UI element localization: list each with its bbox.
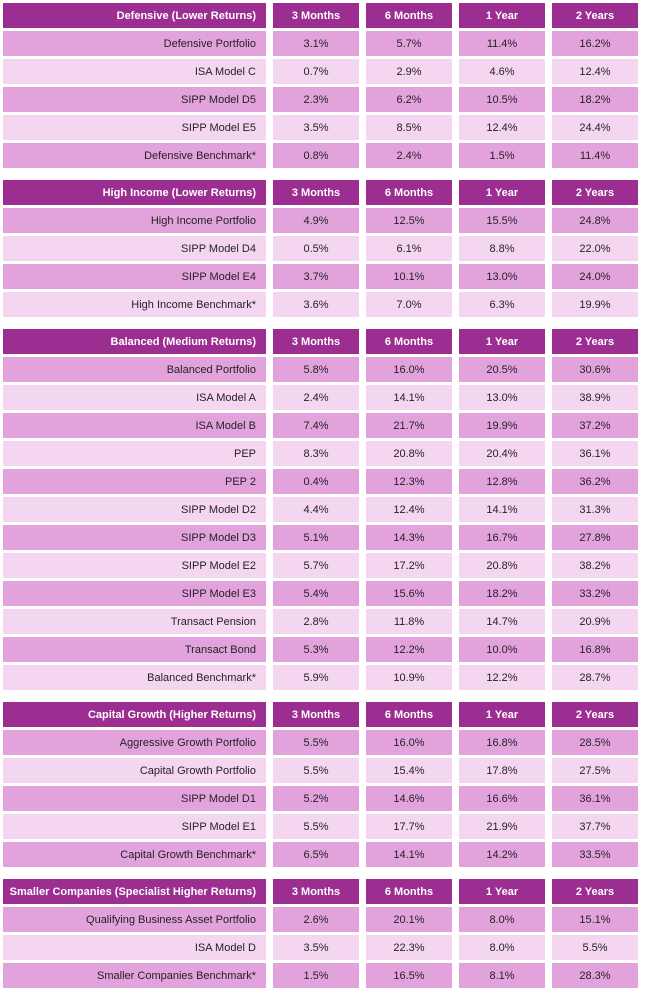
row-value: 33.5% bbox=[552, 842, 638, 867]
row-value: 38.2% bbox=[552, 553, 638, 578]
row-value: 14.2% bbox=[459, 842, 545, 867]
row-value: 2.4% bbox=[366, 143, 452, 168]
row-value: 20.8% bbox=[366, 441, 452, 466]
row-value: 10.1% bbox=[366, 264, 452, 289]
row-value: 7.0% bbox=[366, 292, 452, 317]
row-value: 5.3% bbox=[273, 637, 359, 662]
row-label: SIPP Model E3 bbox=[3, 581, 266, 606]
column-header-2-years: 2 Years bbox=[552, 180, 638, 205]
row-value: 28.7% bbox=[552, 665, 638, 690]
column-header-2-years: 2 Years bbox=[552, 329, 638, 354]
column-header-3-months: 3 Months bbox=[273, 3, 359, 28]
row-label: Defensive Portfolio bbox=[3, 31, 266, 56]
row-value: 12.4% bbox=[459, 115, 545, 140]
row-value: 8.0% bbox=[459, 935, 545, 960]
row-value: 14.1% bbox=[366, 842, 452, 867]
row-label: ISA Model A bbox=[3, 385, 266, 410]
table-capital-growth-higher-returns bbox=[3, 702, 647, 867]
column-header-6-months: 6 Months bbox=[366, 180, 452, 205]
row-value: 14.1% bbox=[366, 385, 452, 410]
row-value: 3.6% bbox=[273, 292, 359, 317]
row-value: 17.8% bbox=[459, 758, 545, 783]
row-value: 20.4% bbox=[459, 441, 545, 466]
row-value: 0.4% bbox=[273, 469, 359, 494]
row-value: 3.5% bbox=[273, 115, 359, 140]
row-value: 36.2% bbox=[552, 469, 638, 494]
row-value: 3.7% bbox=[273, 264, 359, 289]
row-value: 12.4% bbox=[366, 497, 452, 522]
row-value: 8.1% bbox=[459, 963, 545, 988]
row-value: 21.9% bbox=[459, 814, 545, 839]
row-value: 2.9% bbox=[366, 59, 452, 84]
row-value: 8.3% bbox=[273, 441, 359, 466]
row-value: 10.5% bbox=[459, 87, 545, 112]
row-value: 8.8% bbox=[459, 236, 545, 261]
row-value: 8.0% bbox=[459, 907, 545, 932]
row-value: 16.5% bbox=[366, 963, 452, 988]
row-value: 5.5% bbox=[273, 730, 359, 755]
row-value: 20.1% bbox=[366, 907, 452, 932]
column-header-1-year: 1 Year bbox=[459, 879, 545, 904]
row-label: ISA Model B bbox=[3, 413, 266, 438]
column-header-6-months: 6 Months bbox=[366, 329, 452, 354]
row-label: SIPP Model D4 bbox=[3, 236, 266, 261]
row-value: 14.3% bbox=[366, 525, 452, 550]
row-value: 36.1% bbox=[552, 441, 638, 466]
row-value: 17.2% bbox=[366, 553, 452, 578]
column-header-3-months: 3 Months bbox=[273, 702, 359, 727]
row-label: High Income Portfolio bbox=[3, 208, 266, 233]
row-label: Transact Pension bbox=[3, 609, 266, 634]
table-defensive-lower-returns bbox=[3, 3, 647, 168]
column-header-3-months: 3 Months bbox=[273, 879, 359, 904]
row-label: SIPP Model E1 bbox=[3, 814, 266, 839]
row-value: 13.0% bbox=[459, 264, 545, 289]
row-value: 12.3% bbox=[366, 469, 452, 494]
row-value: 27.5% bbox=[552, 758, 638, 783]
row-label: SIPP Model E4 bbox=[3, 264, 266, 289]
row-value: 6.5% bbox=[273, 842, 359, 867]
column-header-1-year: 1 Year bbox=[459, 3, 545, 28]
row-label: SIPP Model D1 bbox=[3, 786, 266, 811]
row-value: 18.2% bbox=[459, 581, 545, 606]
row-value: 13.0% bbox=[459, 385, 545, 410]
row-value: 33.2% bbox=[552, 581, 638, 606]
row-label: Smaller Companies Benchmark* bbox=[3, 963, 266, 988]
row-value: 24.4% bbox=[552, 115, 638, 140]
row-value: 14.6% bbox=[366, 786, 452, 811]
table-header-title: Capital Growth (Higher Returns) bbox=[3, 702, 266, 727]
row-label: SIPP Model D2 bbox=[3, 497, 266, 522]
column-header-1-year: 1 Year bbox=[459, 702, 545, 727]
row-value: 16.7% bbox=[459, 525, 545, 550]
table-smaller-companies-specialist-higher-returns bbox=[3, 879, 647, 988]
row-value: 36.1% bbox=[552, 786, 638, 811]
column-header-2-years: 2 Years bbox=[552, 702, 638, 727]
row-label: Transact Bond bbox=[3, 637, 266, 662]
row-value: 0.5% bbox=[273, 236, 359, 261]
row-label: Capital Growth Portfolio bbox=[3, 758, 266, 783]
row-label: Aggressive Growth Portfolio bbox=[3, 730, 266, 755]
table-header-title: Smaller Companies (Specialist Higher Returns) bbox=[3, 879, 266, 904]
row-value: 2.4% bbox=[273, 385, 359, 410]
row-value: 5.9% bbox=[273, 665, 359, 690]
row-value: 12.8% bbox=[459, 469, 545, 494]
row-value: 4.9% bbox=[273, 208, 359, 233]
row-label: ISA Model C bbox=[3, 59, 266, 84]
table-balanced-medium-returns bbox=[3, 329, 647, 690]
row-value: 8.5% bbox=[366, 115, 452, 140]
column-header-1-year: 1 Year bbox=[459, 329, 545, 354]
row-value: 4.6% bbox=[459, 59, 545, 84]
row-value: 5.2% bbox=[273, 786, 359, 811]
row-value: 2.6% bbox=[273, 907, 359, 932]
row-value: 5.4% bbox=[273, 581, 359, 606]
column-header-6-months: 6 Months bbox=[366, 879, 452, 904]
row-value: 21.7% bbox=[366, 413, 452, 438]
row-value: 10.0% bbox=[459, 637, 545, 662]
row-value: 4.4% bbox=[273, 497, 359, 522]
row-value: 0.7% bbox=[273, 59, 359, 84]
row-value: 3.1% bbox=[273, 31, 359, 56]
table-header-title: High Income (Lower Returns) bbox=[3, 180, 266, 205]
row-value: 16.0% bbox=[366, 357, 452, 382]
row-value: 22.0% bbox=[552, 236, 638, 261]
row-value: 5.8% bbox=[273, 357, 359, 382]
row-value: 12.2% bbox=[459, 665, 545, 690]
row-value: 0.8% bbox=[273, 143, 359, 168]
row-label: Defensive Benchmark* bbox=[3, 143, 266, 168]
row-value: 19.9% bbox=[459, 413, 545, 438]
row-value: 14.1% bbox=[459, 497, 545, 522]
row-value: 2.3% bbox=[273, 87, 359, 112]
row-value: 3.5% bbox=[273, 935, 359, 960]
row-value: 15.6% bbox=[366, 581, 452, 606]
column-header-6-months: 6 Months bbox=[366, 702, 452, 727]
row-label: SIPP Model E2 bbox=[3, 553, 266, 578]
row-value: 37.7% bbox=[552, 814, 638, 839]
row-value: 28.3% bbox=[552, 963, 638, 988]
row-value: 20.9% bbox=[552, 609, 638, 634]
row-value: 7.4% bbox=[273, 413, 359, 438]
table-header-title: Balanced (Medium Returns) bbox=[3, 329, 266, 354]
column-header-3-months: 3 Months bbox=[273, 180, 359, 205]
row-value: 10.9% bbox=[366, 665, 452, 690]
row-value: 15.5% bbox=[459, 208, 545, 233]
row-value: 1.5% bbox=[459, 143, 545, 168]
row-value: 20.8% bbox=[459, 553, 545, 578]
row-value: 24.0% bbox=[552, 264, 638, 289]
row-value: 30.6% bbox=[552, 357, 638, 382]
row-label: Qualifying Business Asset Portfolio bbox=[3, 907, 266, 932]
row-value: 16.8% bbox=[552, 637, 638, 662]
row-label: SIPP Model E5 bbox=[3, 115, 266, 140]
column-header-2-years: 2 Years bbox=[552, 879, 638, 904]
column-header-1-year: 1 Year bbox=[459, 180, 545, 205]
row-value: 19.9% bbox=[552, 292, 638, 317]
row-value: 11.4% bbox=[552, 143, 638, 168]
row-label: High Income Benchmark* bbox=[3, 292, 266, 317]
row-value: 5.5% bbox=[273, 758, 359, 783]
row-value: 5.1% bbox=[273, 525, 359, 550]
row-value: 15.1% bbox=[552, 907, 638, 932]
table-header-title: Defensive (Lower Returns) bbox=[3, 3, 266, 28]
row-value: 12.2% bbox=[366, 637, 452, 662]
row-value: 16.8% bbox=[459, 730, 545, 755]
row-value: 27.8% bbox=[552, 525, 638, 550]
row-label: PEP 2 bbox=[3, 469, 266, 494]
row-value: 37.2% bbox=[552, 413, 638, 438]
row-value: 24.8% bbox=[552, 208, 638, 233]
row-value: 16.0% bbox=[366, 730, 452, 755]
row-label: PEP bbox=[3, 441, 266, 466]
row-value: 6.2% bbox=[366, 87, 452, 112]
row-label: Balanced Benchmark* bbox=[3, 665, 266, 690]
row-label: ISA Model D bbox=[3, 935, 266, 960]
row-label: Capital Growth Benchmark* bbox=[3, 842, 266, 867]
row-value: 38.9% bbox=[552, 385, 638, 410]
row-label: Balanced Portfolio bbox=[3, 357, 266, 382]
row-value: 16.2% bbox=[552, 31, 638, 56]
row-value: 11.4% bbox=[459, 31, 545, 56]
column-header-3-months: 3 Months bbox=[273, 329, 359, 354]
row-value: 6.3% bbox=[459, 292, 545, 317]
table-high-income-lower-returns bbox=[3, 180, 647, 317]
row-value: 28.5% bbox=[552, 730, 638, 755]
row-value: 5.7% bbox=[273, 553, 359, 578]
row-value: 15.4% bbox=[366, 758, 452, 783]
row-value: 18.2% bbox=[552, 87, 638, 112]
row-value: 5.5% bbox=[273, 814, 359, 839]
column-header-6-months: 6 Months bbox=[366, 3, 452, 28]
row-value: 22.3% bbox=[366, 935, 452, 960]
row-value: 5.7% bbox=[366, 31, 452, 56]
column-header-2-years: 2 Years bbox=[552, 3, 638, 28]
row-value: 6.1% bbox=[366, 236, 452, 261]
row-value: 31.3% bbox=[552, 497, 638, 522]
row-value: 17.7% bbox=[366, 814, 452, 839]
row-value: 1.5% bbox=[273, 963, 359, 988]
row-label: SIPP Model D5 bbox=[3, 87, 266, 112]
row-value: 20.5% bbox=[459, 357, 545, 382]
row-value: 12.5% bbox=[366, 208, 452, 233]
row-value: 11.8% bbox=[366, 609, 452, 634]
row-value: 5.5% bbox=[552, 935, 638, 960]
row-value: 12.4% bbox=[552, 59, 638, 84]
row-label: SIPP Model D3 bbox=[3, 525, 266, 550]
row-value: 14.7% bbox=[459, 609, 545, 634]
row-value: 16.6% bbox=[459, 786, 545, 811]
row-value: 2.8% bbox=[273, 609, 359, 634]
